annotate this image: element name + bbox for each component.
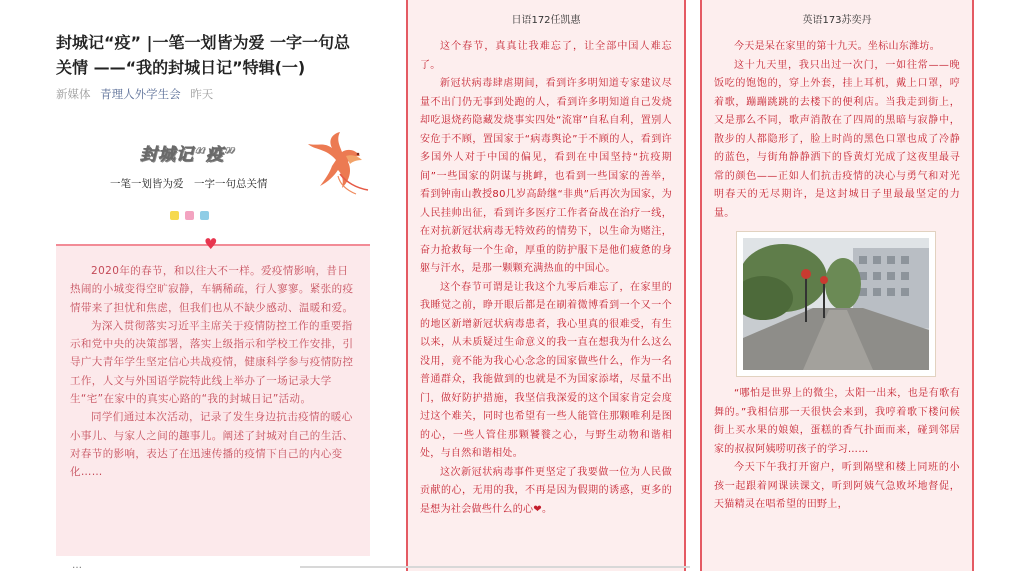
divider <box>300 566 690 568</box>
intro-paragraph: 2020年的春节，和以往大不一样。爱疫情影响，昔日热闹的小城变得空旷寂静，车辆稀疏，行人寥寥。紧张的疫情带来了担忧和焦虑，但我们也从不缺少感动、温暖和爱。 <box>70 265 354 314</box>
intro-paragraph: 为深入贯彻落实习近平主席关于疫情防控工作的重要指示和党中央的决策部署，落实上级指示和学校工作安排，引导广大青年学生坚定信心共战疫情，健康科学参与疫情防控工作，人文与外国语学院特此线上举办了一场记录大学生“宅”在家中的真实心路的“我的封城日记”活动。 <box>70 319 354 406</box>
diary-author-header: 日语172任凯惠 <box>511 15 581 26</box>
article-author-link[interactable]: 青理人外学生会 <box>100 87 181 101</box>
street-photo <box>743 238 929 370</box>
diary-paragraph: 今天下午我打开窗户，听到隔壁和楼上同班的小孩一起跟着网课读课文，听到阿姨气急败坏地督促，天猫精灵在唱希望的田野上， <box>714 462 960 510</box>
diary-text <box>420 38 672 519</box>
phoenix-bird-icon <box>306 130 372 196</box>
diary-paragraph: 这个春节可谓是让我这个九零后难忘了，在家里的我睡觉之前，睁开眼后都是在刷着微博看到一个又一个的地区新增新冠状病毒患者，我心里真的很难受，有生以来，从未质疑过生命意义的我一直在想我为什么这么没用，竟不能为我心心念念的国家做些什么，作为一名普通群众，我能做到的也就是不为国家添堵，尽量不出门，做好防护措施，我坚信我深爱的这个国家肯定会度过这个难关，同时也希望有一些人能管住那颗唯利是图的心，一些人管住那颗饕餮之心，与野生动物和谐相处，与自然和谐相处。 <box>420 281 672 459</box>
diary-author-header: 英语173苏奕丹 <box>802 15 872 26</box>
diary-text <box>714 38 960 515</box>
article-meta <box>56 86 213 102</box>
diary-page-left <box>406 0 686 571</box>
article-panel <box>44 0 384 571</box>
decoration-dots <box>170 205 215 224</box>
yellow-dot-icon <box>170 211 179 220</box>
article-time: 昨天 <box>190 87 214 101</box>
intro-text <box>70 262 356 482</box>
pink-dot-icon <box>185 211 194 220</box>
street-photo-frame <box>736 231 936 377</box>
intro-box <box>56 244 370 556</box>
diary-paragraph: “哪怕是世界上的微尘，太阳一出来，也是有歌有舞的。”我相信那一天很快会来到，我哼着歌下楼问候街上买水果的娘娘，蛋糕的香气扑面而来，碰到邻居家的叔叔阿姨唠叨孩子的学习…… <box>714 388 960 455</box>
banner-subtitle: 一笔一划皆为爱 一字一句总关情 <box>110 178 268 190</box>
diary-paragraph: 这个春节，真真让我难忘了，让全部中国人难忘了。 <box>420 41 672 71</box>
diary-paragraph: 今天是呆在家里的第十九天。坐标山东潍坊。 <box>734 41 940 52</box>
diary-paragraph: 这次新冠状病毒事件更坚定了我要做一位为人民做贡献的心，无用的我，不再是因为假期的诱惑，更多的是想为社会做些什么的心❤。 <box>420 466 672 515</box>
blue-dot-icon <box>200 211 209 220</box>
article-title: 封城记“疫” |一笔一划皆为爱 一字一句总关情 ——“我的封城日记”特辑(一) <box>56 33 351 77</box>
diary-page-right <box>700 0 974 571</box>
diary-paragraph: 新冠状病毒肆虐期间，看到许多明知道专家建议尽量不出门仍无事到处跑的人，看到许多明知道自己发烧却吃退烧药隐藏发烧事实四处“流窜”自私自利，置别人安危于不顾，置国家于“病毒舆论”于不顾的人，看到许多国外人对于中国的偏见，看到在中国坚持“抗疫期间”一些国家的阴谋与挑衅，也看到一些国家的善举，看到钟南山教授80几岁高龄继“非典”后再次为国家，为人民挂帅出征，看到许多医疗工作者奋战在治疗一线，在对抗新冠状病毒无特效药的情势下，以生命为赌注，奋力抢救每一个生命，厚重的防护服下是他们疲惫的身躯与汗水，是那一颗颗充满热血的中国心。 <box>420 78 672 274</box>
truncated-text: … <box>72 560 82 571</box>
street-scene-image <box>743 238 929 370</box>
intro-paragraph: 同学们通过本次活动，记录了发生身边抗击疫情的暖心小事儿、与家人之间的趣事儿。阐述了封城对自己的生活、对春节的影响，表达了在迅速传播的疫情下自己的内心变化…… <box>70 411 354 479</box>
diary-paragraph: 这十九天里，我只出过一次门，一如往常——晚饭吃的饱饱的，穿上外套，挂上耳机，戴上口罩，哼着歌，蹦蹦跳跳的去楼下的便利店。当我走到街上，又是那么不同，歌声消散在了四周的黑暗与寂静中，散步的人都隐形了，脸上时尚的黑色口罩也成了冷静的蓝色，与街角静静洒下的昏黄灯光成了这夜里最寻常的颜色——正如人们抗击疫情的决心与勇气和对光明春天的无尽期许，是这封城日子里最最坚定的力量。 <box>714 59 960 219</box>
article-source: 新媒体 <box>56 87 91 101</box>
banner-title: 封城记“疫” <box>140 145 236 165</box>
heart-icon: ♥ <box>204 235 218 253</box>
